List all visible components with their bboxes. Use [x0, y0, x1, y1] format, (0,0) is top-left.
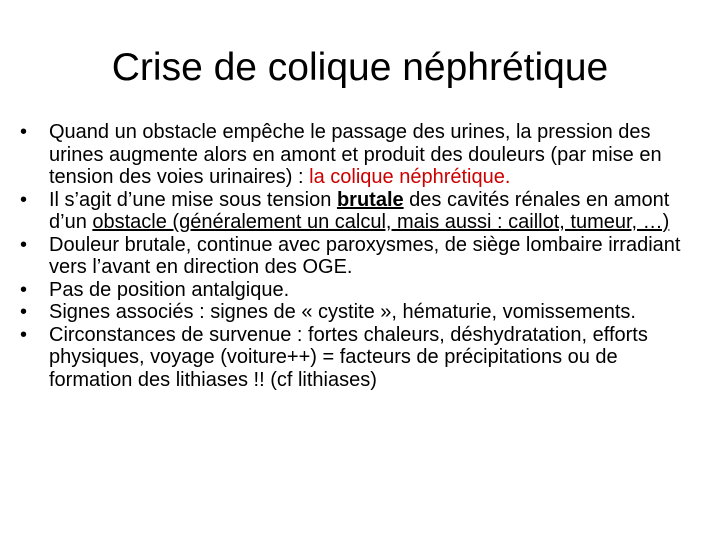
emphasis-text: brutale	[336, 188, 404, 211]
bullet-item	[20, 324, 705, 392]
slide-title: Crise de colique néphrétique	[111, 46, 609, 89]
bullet-text: Douleur brutale, continue avec paroxysmes, de siège lombaire irradiant vers l’avant en direction des OGE.	[49, 233, 681, 278]
bullet-icon: •	[20, 121, 28, 143]
bullet-text: Circonstances de survenue : fortes chaleurs, déshydratation, efforts physiques, voyage (voiture++) = facteurs de précipitations ou de formation des lithiases !! (cf lithiases)	[49, 323, 648, 391]
bullet-item	[20, 121, 705, 189]
bullet-icon: •	[20, 188, 28, 211]
bullet-text: Signes associés : signes de « cystite », hématurie, vomissements.	[49, 301, 636, 323]
underlined-text: obstacle (généralement un calcul, mais aussi : caillot, tumeur, …)	[92, 211, 670, 233]
bullet-item	[20, 189, 705, 234]
bullet-icon: •	[20, 323, 28, 346]
bullet-icon: •	[20, 278, 28, 301]
bullet-list	[20, 121, 705, 391]
bullet-item	[20, 234, 705, 279]
bullet-icon: •	[20, 301, 28, 323]
bullet-text: Quand un obstacle empêche le passage des urines, la pression des urines augmente alors en amont et produit des douleurs (par mise en tension des voies urinaires) :	[49, 121, 662, 188]
bullet-item	[20, 301, 705, 324]
highlight-text: la colique néphrétique.	[309, 166, 511, 188]
bullet-item	[20, 279, 705, 302]
bullet-text: Il s’agit d’une mise sous tension	[49, 188, 337, 211]
bullet-text: des cavités rénales en amont d’un	[49, 188, 670, 233]
bullet-text: Pas de position antalgique.	[49, 278, 290, 301]
bullet-icon: •	[20, 233, 28, 256]
